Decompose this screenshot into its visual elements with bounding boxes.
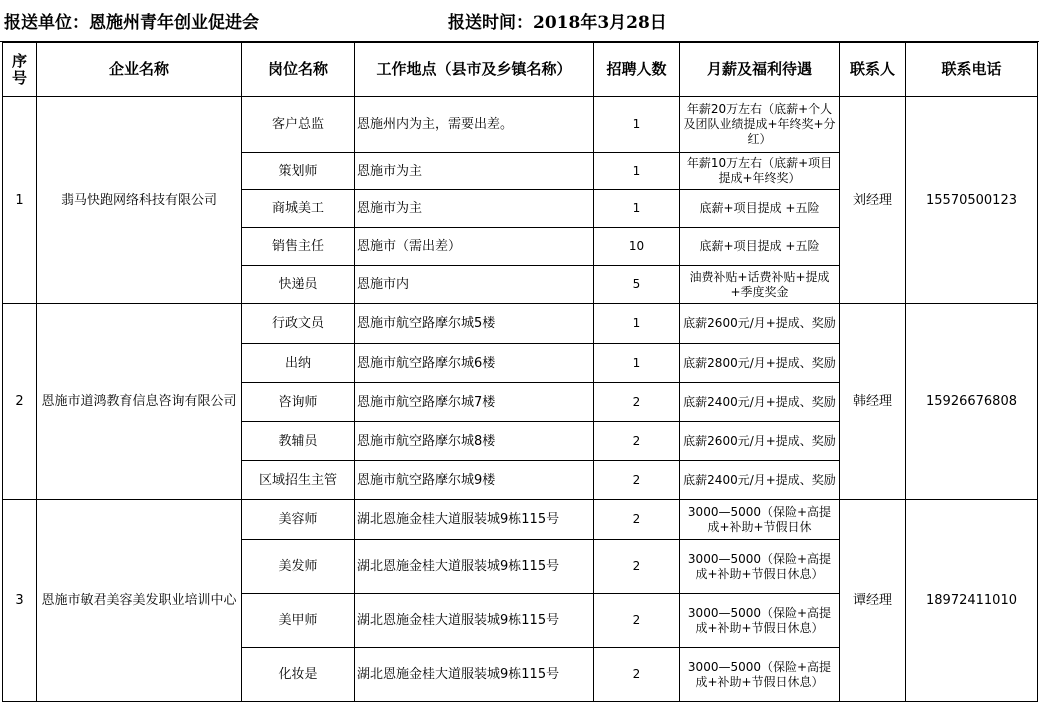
table-row bbox=[3, 500, 1038, 540]
job-title: 区域招生主管 bbox=[242, 461, 355, 500]
contact-phone: 15570500123 bbox=[906, 97, 1038, 304]
salary-benefits: 3000—5000（保险+高提成+补助+节假日休息） bbox=[680, 648, 840, 702]
contact-person: 谭经理 bbox=[840, 500, 906, 702]
salary-benefits: 底薪2400元/月+提成、奖励 bbox=[680, 461, 840, 500]
salary-benefits: 底薪2400元/月+提成、奖励 bbox=[680, 383, 840, 422]
work-location: 湖北恩施金桂大道服装城9栋115号 bbox=[355, 540, 594, 594]
column-header: 岗位名称 bbox=[242, 43, 355, 97]
hire-count: 10 bbox=[594, 228, 680, 266]
company-name: 恩施市道鸿教育信息咨询有限公司 bbox=[37, 304, 242, 500]
hire-count: 2 bbox=[594, 594, 680, 648]
contact-phone: 15926676808 bbox=[906, 304, 1038, 500]
work-location: 恩施市内 bbox=[355, 266, 594, 304]
hire-count: 2 bbox=[594, 500, 680, 540]
hire-count: 1 bbox=[594, 344, 680, 383]
salary-benefits: 油费补贴+话费补贴+提成+季度奖金 bbox=[680, 266, 840, 304]
hire-count: 1 bbox=[594, 153, 680, 190]
column-header: 企业名称 bbox=[37, 43, 242, 97]
column-header: 招聘人数 bbox=[594, 43, 680, 97]
hire-count: 2 bbox=[594, 461, 680, 500]
salary-benefits: 3000—5000（保险+高提成+补助+节假日休 bbox=[680, 500, 840, 540]
salary-benefits: 底薪+项目提成 +五险 bbox=[680, 190, 840, 228]
recruitment-table bbox=[2, 42, 1038, 702]
column-header: 联系人 bbox=[840, 43, 906, 97]
table-header-row bbox=[3, 43, 1038, 97]
contact-person: 韩经理 bbox=[840, 304, 906, 500]
column-header: 序号 bbox=[3, 43, 37, 97]
report-time: 报送时间：2018年3月28日 bbox=[448, 13, 667, 33]
company-name: 翡马快跑网络科技有限公司 bbox=[37, 97, 242, 304]
job-title: 美发师 bbox=[242, 540, 355, 594]
work-location: 恩施市航空路摩尔城5楼 bbox=[355, 304, 594, 344]
work-location: 湖北恩施金桂大道服装城9栋115号 bbox=[355, 500, 594, 540]
job-title: 商城美工 bbox=[242, 190, 355, 228]
column-header: 月薪及福利待遇 bbox=[680, 43, 840, 97]
hire-count: 5 bbox=[594, 266, 680, 304]
job-title: 出纳 bbox=[242, 344, 355, 383]
salary-benefits: 年薪20万左右（底薪+个人及团队业绩提成+年终奖+分红） bbox=[680, 97, 840, 153]
job-title: 美容师 bbox=[242, 500, 355, 540]
work-location: 恩施市航空路摩尔城6楼 bbox=[355, 344, 594, 383]
row-number: 2 bbox=[3, 304, 37, 500]
table-row bbox=[3, 97, 1038, 153]
column-header: 工作地点（县市及乡镇名称） bbox=[355, 43, 594, 97]
hire-count: 1 bbox=[594, 190, 680, 228]
work-location: 恩施州内为主，需要出差。 bbox=[355, 97, 594, 153]
job-title: 行政文员 bbox=[242, 304, 355, 344]
hire-count: 2 bbox=[594, 540, 680, 594]
company-name: 恩施市敏君美容美发职业培训中心 bbox=[37, 500, 242, 702]
job-title: 快递员 bbox=[242, 266, 355, 304]
hire-count: 2 bbox=[594, 383, 680, 422]
job-title: 化妆是 bbox=[242, 648, 355, 702]
work-location: 湖北恩施金桂大道服装城9栋115号 bbox=[355, 648, 594, 702]
work-location: 恩施市航空路摩尔城7楼 bbox=[355, 383, 594, 422]
hire-count: 2 bbox=[594, 422, 680, 461]
work-location: 湖北恩施金桂大道服装城9栋115号 bbox=[355, 594, 594, 648]
contact-person: 刘经理 bbox=[840, 97, 906, 304]
job-title: 客户总监 bbox=[242, 97, 355, 153]
job-title: 美甲师 bbox=[242, 594, 355, 648]
salary-benefits: 年薪10万左右（底薪+项目提成+年终奖） bbox=[680, 153, 840, 190]
work-location: 恩施市为主 bbox=[355, 153, 594, 190]
job-title: 教辅员 bbox=[242, 422, 355, 461]
hire-count: 1 bbox=[594, 97, 680, 153]
salary-benefits: 3000—5000（保险+高提成+补助+节假日休息） bbox=[680, 540, 840, 594]
salary-benefits: 底薪2800元/月+提成、奖励 bbox=[680, 344, 840, 383]
contact-phone: 18972411010 bbox=[906, 500, 1038, 702]
hire-count: 2 bbox=[594, 648, 680, 702]
work-location: 恩施市航空路摩尔城8楼 bbox=[355, 422, 594, 461]
table-row bbox=[3, 304, 1038, 344]
salary-benefits: 3000—5000（保险+高提成+补助+节假日休息） bbox=[680, 594, 840, 648]
salary-benefits: 底薪+项目提成 +五险 bbox=[680, 228, 840, 266]
work-location: 恩施市（需出差） bbox=[355, 228, 594, 266]
row-number: 3 bbox=[3, 500, 37, 702]
job-title: 销售主任 bbox=[242, 228, 355, 266]
work-location: 恩施市航空路摩尔城9楼 bbox=[355, 461, 594, 500]
column-header: 联系电话 bbox=[906, 43, 1038, 97]
row-number: 1 bbox=[3, 97, 37, 304]
report-header bbox=[0, 0, 1039, 42]
report-unit: 报送单位：恩施州青年创业促进会 bbox=[4, 13, 259, 33]
job-title: 咨询师 bbox=[242, 383, 355, 422]
salary-benefits: 底薪2600元/月+提成、奖励 bbox=[680, 422, 840, 461]
salary-benefits: 底薪2600元/月+提成、奖励 bbox=[680, 304, 840, 344]
hire-count: 1 bbox=[594, 304, 680, 344]
job-title: 策划师 bbox=[242, 153, 355, 190]
work-location: 恩施市为主 bbox=[355, 190, 594, 228]
